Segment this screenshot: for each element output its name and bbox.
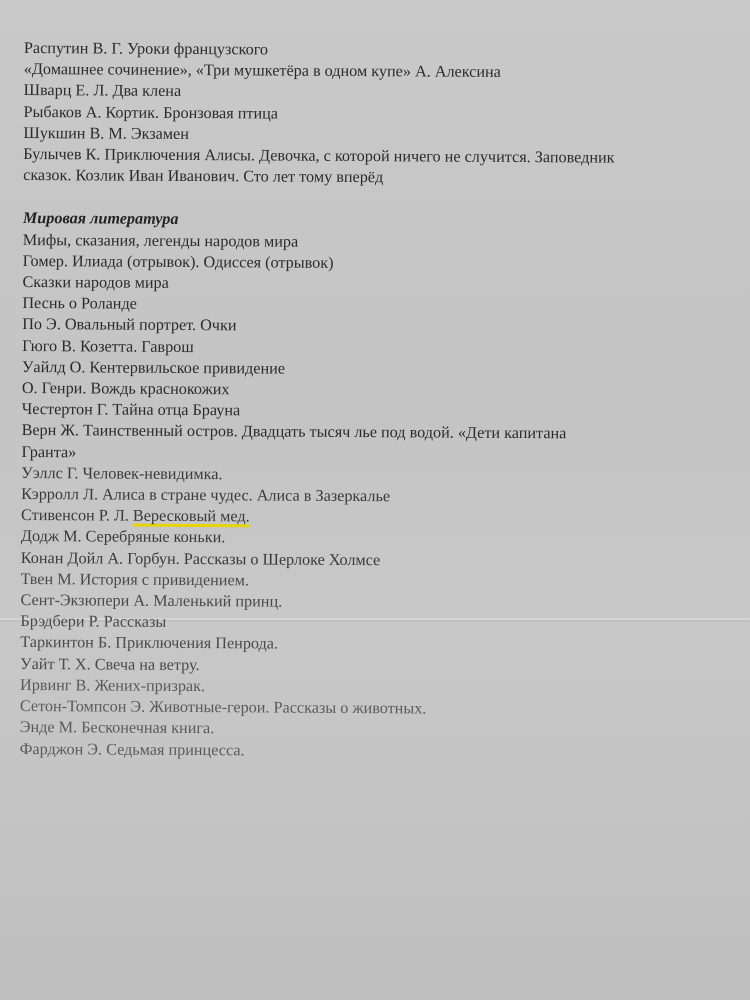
list-item: По Э. Овальный портрет. Очки <box>22 315 237 335</box>
list-item: Мифы, сказания, легенды народов мира <box>22 230 299 251</box>
list-item: Конан Дойл А. Горбун. Рассказы о Шерлоке Холмсе <box>20 548 381 569</box>
list-item: Сетон-Томпсон Э. Животные-герои. Рассказы о животных. <box>19 697 427 718</box>
reading-list <box>20 38 736 764</box>
highlighted-title: Вересковый мед. <box>132 506 250 526</box>
list-item: Сент-Экзюпери А. Маленький принц. <box>20 591 283 611</box>
list-item: Таркинтон Б. Приключения Пенрода. <box>20 633 279 654</box>
list-item: Булычев К. Приключения Алисы. Девочка, с которой ничего не случится. Заповедник <box>23 145 615 167</box>
list-item: Уайлд О. Кентервильское привидение <box>21 357 286 378</box>
list-item: Энде М. Бесконечная книга. <box>19 718 215 738</box>
list-item: Уайт Т. Х. Свеча на ветру. <box>20 654 200 674</box>
section-title-world-literature: Мировая литература <box>22 209 179 229</box>
list-item: Песнь о Роланде <box>22 294 137 313</box>
list-item: Верн Ж. Таинственный остров. Двадцать тысяч лье под водой. «Дети капитана <box>21 421 567 443</box>
list-item: Гранта» <box>21 442 77 461</box>
list-item: Шварц Е. Л. Два клена <box>23 81 182 101</box>
list-item: Гомер. Илиада (отрывок). Одиссея (отрывок) <box>22 251 334 272</box>
list-item: Распутин В. Г. Уроки французского <box>23 38 269 59</box>
list-item: Уэллс Г. Человек-невидимка. <box>21 463 223 484</box>
list-item: Брэдбери Р. Рассказы <box>20 612 167 632</box>
list-item: Додж М. Серебряные коньки. <box>20 527 226 547</box>
list-item: сказок. Козлик Иван Иванович. Сто лет тому вперёд <box>23 166 384 187</box>
list-item: Ирвинг В. Жених-призрак. <box>19 675 206 696</box>
list-item: О. Генри. Вождь краснокожих <box>21 379 230 399</box>
list-item: Сказки народов мира <box>22 273 169 292</box>
list-item: Кэрролл Л. Алиса в стране чудес. Алиса в Зазеркалье <box>21 485 391 506</box>
list-item: Фарджон Э. Седьмая принцесса. <box>19 739 245 759</box>
list-item: Гюго В. Козетта. Гаврош <box>22 336 194 356</box>
list-item: Твен М. История с привидением. <box>20 569 250 590</box>
list-item: Рыбаков А. Кортик. Бронзовая птица <box>23 102 279 123</box>
stevenson-author: Стивенсон Р. Л. <box>21 506 133 525</box>
list-item: Шукшин В. М. Экзамен <box>23 123 189 143</box>
list-item: Честертон Г. Тайна отца Брауна <box>21 400 241 420</box>
list-item: «Домашнее сочинение», «Три мушкетёра в одном купе» А. Алексина <box>23 60 501 82</box>
